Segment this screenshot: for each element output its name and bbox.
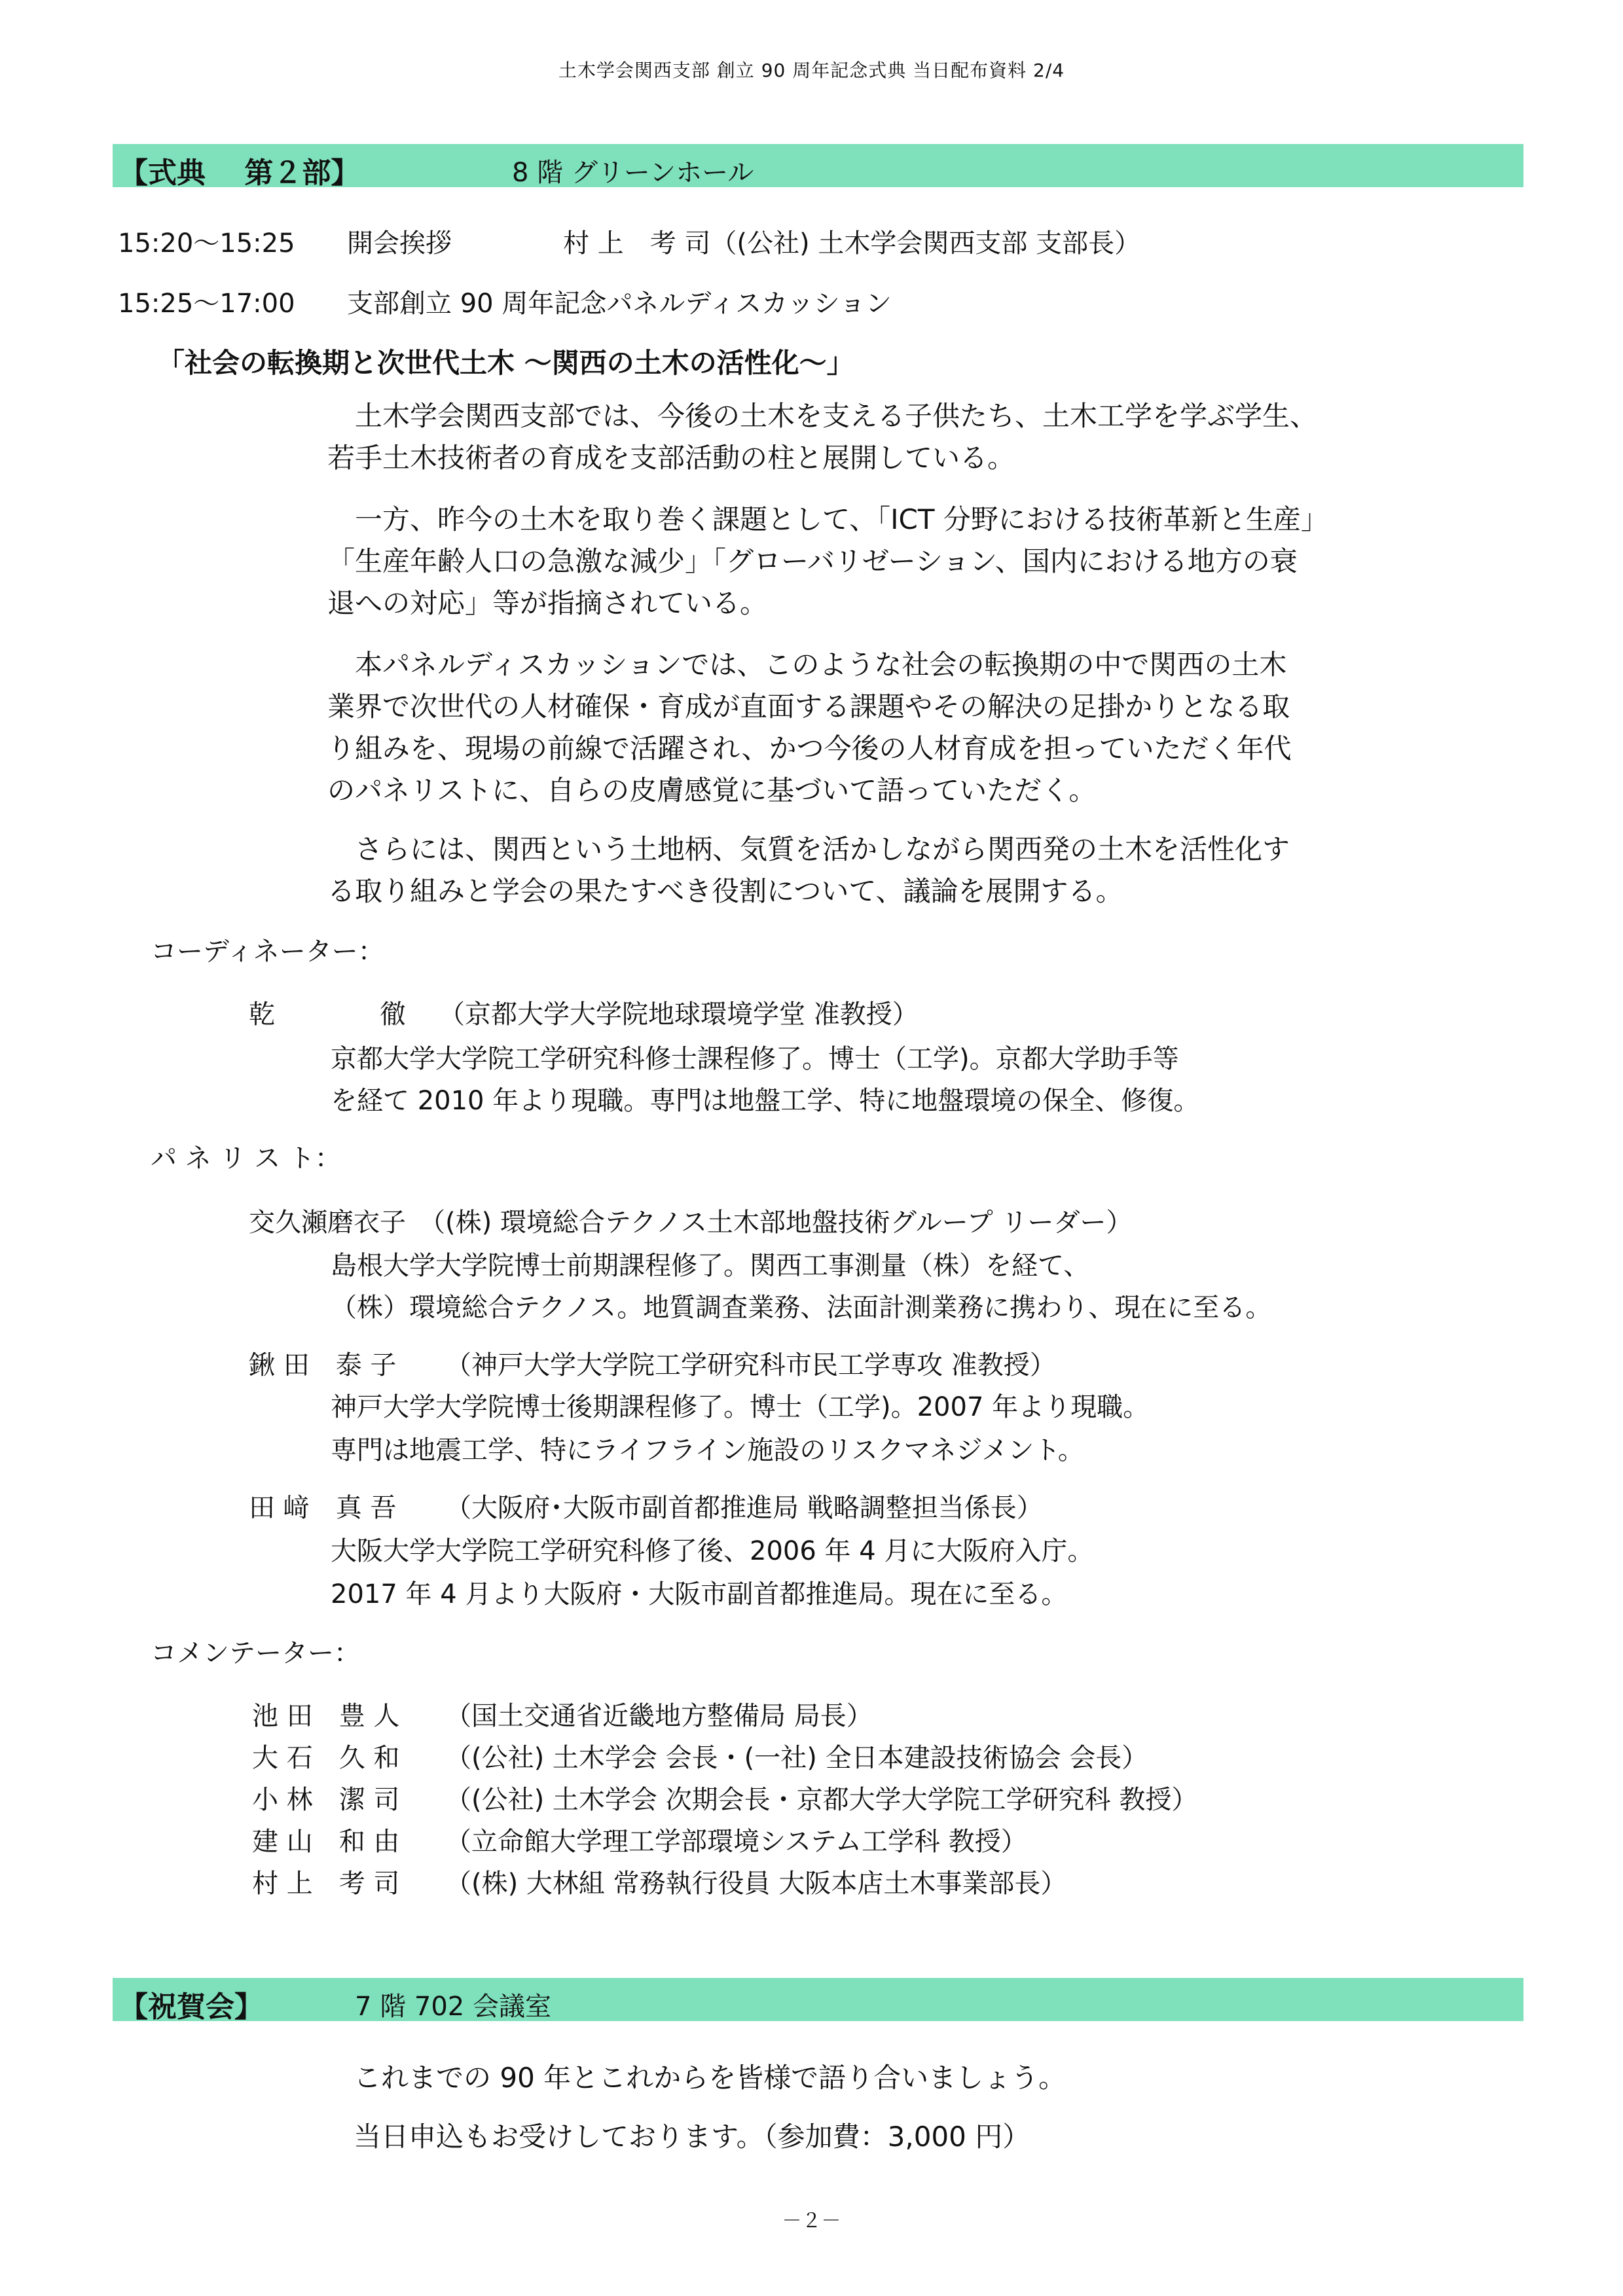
panelist-bio-line: 島根大学大学院博士前期課程修了。関西工事測量（株）を経て、 bbox=[331, 1251, 1090, 1281]
reception-title: 【祝賀会】 bbox=[119, 1990, 263, 2024]
schedule-time-1: 15:20～15:25 bbox=[118, 228, 295, 259]
section-location: 8 階 グリーンホール bbox=[512, 158, 754, 188]
panelist-bio-line: 2017 年 4 月より大阪府・大阪市副首都推進局。現在に至る。 bbox=[331, 1579, 1068, 1609]
coordinator-label: コーディネーター： bbox=[151, 937, 384, 967]
section-band-reception bbox=[113, 1978, 1523, 2024]
paragraph-1 bbox=[327, 395, 1506, 479]
reception-line: これまでの 90 年とこれからを皆様で語り合いましょう。 bbox=[354, 2062, 1067, 2094]
schedule-time-2: 15:25～17:00 bbox=[118, 289, 295, 319]
paragraph-line: 本パネルディスカッションでは、このような社会の転換期の中で関西の土木 bbox=[327, 649, 1287, 681]
reception-location: 7 階 702 会議室 bbox=[355, 1992, 551, 2022]
panelist-affiliation: （神戸大学大学院工学研究科市民工学専攻 准教授） bbox=[445, 1350, 1056, 1380]
commentator-name: 村 上 考 司 bbox=[252, 1869, 400, 1899]
panelist-bio-line: 神戸大学大学院博士後期課程修了。博士（工学)。2007 年より現職。 bbox=[331, 1392, 1150, 1422]
coordinator-affiliation: （京都大学大学院地球環境学堂 准教授） bbox=[439, 999, 919, 1030]
paragraph-line: 「生産年齢人口の急激な減少」「グローバリゼーション、国内における地方の衰 bbox=[327, 545, 1298, 577]
paragraph-line: 土木学会関西支部では、今後の土木を支える子供たち、土木工学を学ぶ学生、 bbox=[327, 400, 1318, 432]
schedule-event-1: 開会挨拶 bbox=[347, 228, 452, 259]
paragraph-line: のパネリストに、自らの皮膚感覚に基づいて語っていただく。 bbox=[327, 774, 1097, 806]
panelist-bio-line: 専門は地震工学、特にライフライン施設のリスクマネジメント。 bbox=[331, 1435, 1084, 1465]
commentator-affiliation: （(株) 大林組 常務執行役員 大阪本店土木事業部長） bbox=[445, 1869, 1067, 1899]
panel-discussion-title: 「社会の転換期と次世代土木 ～関西の土木の活性化～」 bbox=[157, 347, 854, 379]
commentator-affiliation: （国土交通省近畿地方整備局 局長） bbox=[445, 1701, 873, 1731]
coordinator-bio-line: を経て 2010 年より現職。専門は地盤工学、特に地盤環境の保全、修復。 bbox=[331, 1086, 1200, 1116]
paragraph-line: さらには、関西という土地柄、気質を活かしながら関西発の土木を活性化す bbox=[327, 833, 1290, 865]
panelist-name: 交久瀬磨衣子 bbox=[249, 1208, 406, 1238]
commentator-name: 建 山 和 由 bbox=[252, 1827, 400, 1857]
page-number: －２－ bbox=[782, 2210, 841, 2233]
paragraph-line: 退への対応」等が指摘されている。 bbox=[327, 587, 768, 619]
commentator-affiliation: （立命館大学理工学部環境システム工学科 教授） bbox=[445, 1827, 1027, 1857]
coordinator-bio-line: 京都大学大学院工学研究科修士課程修了。博士（工学)。京都大学助手等 bbox=[331, 1044, 1179, 1074]
commentator-affiliation: （(公社) 土木学会 次期会長・京都大学大学院工学研究科 教授） bbox=[445, 1785, 1198, 1815]
commentators-label: コメンテーター： bbox=[151, 1638, 360, 1668]
paragraph-4 bbox=[327, 829, 1506, 912]
coordinator-name: 乾 徹 bbox=[249, 999, 406, 1030]
paragraph-line: る取り組みと学会の果たすべき役割について、議論を展開する。 bbox=[327, 875, 1123, 907]
panelist-bio-line: （株）環境総合テクノス。地質調査業務、法面計測業務に携わり、現在に至る。 bbox=[331, 1293, 1272, 1323]
panelist-name: 田 﨑 真 吾 bbox=[249, 1493, 397, 1523]
commentator-name: 大 石 久 和 bbox=[252, 1743, 400, 1773]
paragraph-2 bbox=[327, 499, 1506, 624]
section-title: 【式典 第２部】 bbox=[119, 156, 360, 190]
paragraph-3 bbox=[327, 644, 1506, 812]
paragraph-line: 一方、昨今の土木を取り巻く課題として、「ICT 分野における技術革新と生産」 bbox=[327, 503, 1328, 535]
panelist-bio-line: 大阪大学大学院工学研究科修了後、2006 年 4 月に大阪府入庁。 bbox=[331, 1536, 1094, 1566]
panelists-label: パ ネ リ ス ト： bbox=[151, 1143, 341, 1174]
commentator-name: 小 林 潔 司 bbox=[252, 1785, 400, 1815]
section-band-ceremony-part2 bbox=[113, 144, 1523, 190]
panelist-affiliation: （大阪府･大阪市副首都推進局 戦略調整担当係長） bbox=[445, 1493, 1043, 1523]
schedule-detail-1: 村 上 考 司（(公社) 土木学会関西支部 支部長） bbox=[563, 228, 1141, 259]
paragraph-line: り組みを、現場の前線で活躍され、かつ今後の人材育成を担っていただく年代 bbox=[327, 732, 1292, 764]
paragraph-line: 業界で次世代の人材確保・育成が直面する課題やその解決の足掛かりとなる取 bbox=[327, 691, 1290, 723]
panelist-name: 鍬 田 泰 子 bbox=[249, 1350, 397, 1380]
reception-line: 当日申込もお受けしております。（参加費：3,000 円） bbox=[354, 2121, 1030, 2153]
schedule-event-2: 支部創立 90 周年記念パネルディスカッション bbox=[347, 289, 892, 319]
commentator-name: 池 田 豊 人 bbox=[252, 1701, 400, 1731]
panelist-affiliation: （(株) 環境総合テクノス土木部地盤技術グループ リーダー） bbox=[419, 1208, 1133, 1238]
document-header: 土木学会関西支部 創立 90 周年記念式典 当日配布資料 2/4 bbox=[558, 60, 1065, 81]
paragraph-line: 若手土木技術者の育成を支部活動の柱と展開している。 bbox=[327, 442, 1015, 474]
commentator-affiliation: （(公社) 土木学会 会長・(一社) 全日本建設技術協会 会長） bbox=[445, 1743, 1148, 1773]
